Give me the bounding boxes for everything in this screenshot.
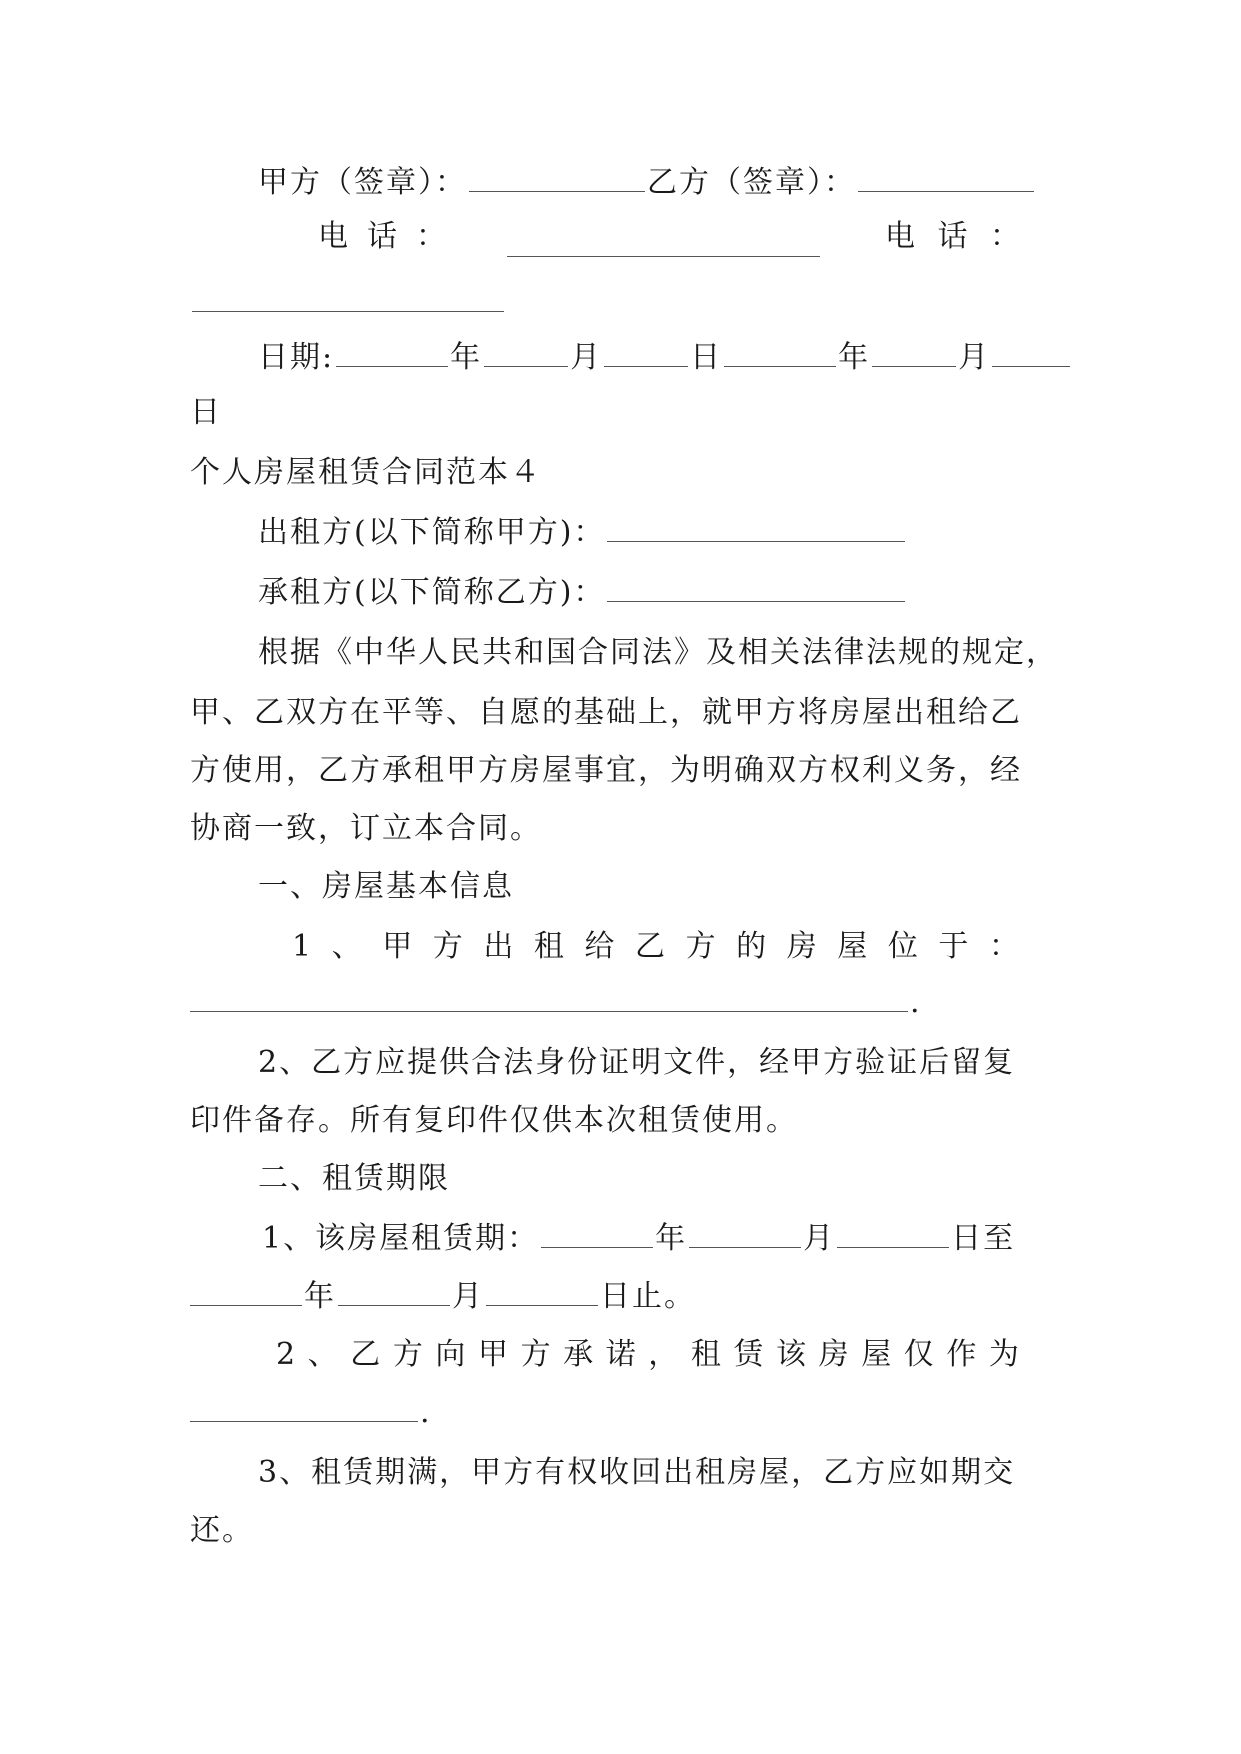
- year-text: 年: [838, 340, 871, 375]
- s1-item1-char: 、: [331, 929, 362, 964]
- s2-item2-char: 房: [818, 1337, 849, 1372]
- year-text: 年: [304, 1279, 336, 1314]
- s2-item2-char: 仅: [903, 1337, 934, 1372]
- s1-item1-char: 出: [483, 929, 514, 964]
- s2-item2-char: 2: [276, 1337, 296, 1372]
- s2-item2-char: 方: [392, 1337, 423, 1372]
- date-blank: [486, 1275, 598, 1306]
- date-blank: [689, 1217, 801, 1248]
- lessee-line: [258, 568, 1241, 618]
- date-blank: [992, 336, 1070, 367]
- s2-item1-line-wrap: [190, 1272, 1241, 1322]
- party-a-phone-blank: [507, 226, 820, 257]
- intro-line: 协商一致，订立本合同。: [190, 811, 542, 846]
- s1-item1-char: 方: [432, 929, 463, 964]
- phone-b-char: 话: [937, 219, 968, 254]
- party-a-signature-blank: [469, 161, 645, 192]
- s2-item2-char: 诺: [605, 1337, 636, 1372]
- month-text: 月: [452, 1279, 484, 1314]
- date-label: 日期:: [258, 340, 335, 375]
- s2-item2-char: 为: [988, 1337, 1019, 1372]
- date-blank: [190, 1275, 302, 1306]
- s1-item1-char: 1: [292, 929, 312, 964]
- purpose-blank: [190, 1391, 418, 1422]
- s1-item2-line: 印件备存。所有复印件仅供本次租赁使用。: [190, 1103, 798, 1138]
- s1-item1-blank-line: [190, 978, 1241, 1028]
- lease-term-label: 1、该房屋租赁期：: [262, 1221, 540, 1256]
- s1-item1-char: 位: [887, 929, 918, 964]
- s2-item3-line: 3、租赁期满，甲方有权收回出租房屋，乙方应如期交: [258, 1455, 1016, 1490]
- party-b-signature-blank: [858, 161, 1034, 192]
- phone-a-char: 电: [318, 219, 348, 254]
- s2-item2-line: [276, 1330, 1019, 1380]
- intro-line: 方使用，乙方承租甲方房屋事宜，为明确双方权利义务，经: [190, 753, 1022, 788]
- s1-item1-char: 租: [533, 929, 564, 964]
- intro-line: 甲、乙双方在平等、自愿的基础上，就甲方将房屋出租给乙: [190, 695, 1022, 730]
- day-text: 日: [690, 340, 723, 375]
- s1-item1-char: 乙: [635, 929, 666, 964]
- signature-line: [258, 158, 1241, 208]
- period-text: .: [910, 985, 922, 1020]
- date-blank: [837, 1217, 949, 1248]
- s2-item2-blank-line: [190, 1388, 1241, 1438]
- party-a-phone-label: [318, 212, 446, 262]
- address-blank: [190, 981, 908, 1012]
- s2-item2-char: 该: [776, 1337, 807, 1372]
- s2-item2-char: 承: [563, 1337, 594, 1372]
- lessee-label: 承租方(以下简称乙方)：: [258, 575, 606, 610]
- s1-item1-line: [292, 922, 1019, 972]
- month-text: 月: [958, 340, 991, 375]
- year-text: 年: [450, 340, 483, 375]
- contract-title: 个人房屋租赁合同范本４: [190, 455, 542, 490]
- s2-item2-char: 方: [520, 1337, 551, 1372]
- s1-item1-char: 的: [736, 929, 767, 964]
- date-line-wrap: [190, 388, 1241, 438]
- party-a-signature-label: 甲方（签章）：: [258, 165, 467, 200]
- s1-item1-char: 给: [584, 929, 615, 964]
- s2-item1-line: [262, 1214, 1241, 1264]
- date-blank: [484, 336, 568, 367]
- s1-item1-char: ：: [988, 929, 1019, 964]
- s1-item1-char: 房: [786, 929, 817, 964]
- s1-item1-char: 甲: [382, 929, 413, 964]
- year-text: 年: [655, 1221, 688, 1256]
- s2-item2-char: 赁: [733, 1337, 764, 1372]
- date-blank: [724, 336, 836, 367]
- lessor-blank: [607, 511, 905, 542]
- section-heading: 二、租赁期限: [258, 1161, 450, 1196]
- date-blank: [336, 336, 448, 367]
- s2-item2-char: 向: [435, 1337, 466, 1372]
- intro-line: 根据《中华人民共和国合同法》及相关法律法规的规定，: [258, 635, 1058, 670]
- date-line: [258, 333, 1241, 383]
- date-blank: [604, 336, 688, 367]
- s2-item3-line: 还。: [190, 1513, 254, 1548]
- s2-item2-char: 作: [946, 1337, 977, 1372]
- party-b-signature-label: 乙方（签章）：: [647, 165, 856, 200]
- lessee-blank: [607, 571, 905, 602]
- month-text: 月: [803, 1221, 836, 1256]
- s2-item2-char: 屋: [861, 1337, 892, 1372]
- lessor-line: [258, 508, 1241, 558]
- s2-item2-char: 乙: [350, 1337, 381, 1372]
- date-blank: [872, 336, 956, 367]
- date-blank: [541, 1217, 653, 1248]
- phone-a-char: ：: [416, 219, 446, 254]
- s1-item2-line: 2、乙方应提供合法身份证明文件，经甲方验证后留复: [258, 1045, 1016, 1080]
- day-to-text: 日至: [951, 1221, 1016, 1256]
- party-b-phone-blank: [192, 281, 504, 312]
- s2-item2-char: 甲: [477, 1337, 508, 1372]
- s2-item2-char: 、: [307, 1337, 338, 1372]
- s1-item1-char: 屋: [837, 929, 868, 964]
- section-heading: 一、房屋基本信息: [258, 869, 514, 904]
- month-text: 月: [570, 340, 603, 375]
- phone-b-char: 电: [885, 219, 915, 254]
- phone-b-char: ：: [990, 219, 1020, 254]
- period-text: .: [420, 1395, 432, 1430]
- party-b-phone-label: [885, 212, 1020, 262]
- date-blank: [338, 1275, 450, 1306]
- s1-item1-char: 于: [938, 929, 969, 964]
- lessor-label: 出租方(以下简称甲方)：: [258, 515, 606, 550]
- day-text: 日: [190, 395, 222, 430]
- s1-item1-char: 方: [685, 929, 716, 964]
- day-end-text: 日止。: [600, 1279, 696, 1314]
- phone-a-char: 话: [367, 219, 397, 254]
- s2-item2-char: ，: [648, 1337, 679, 1372]
- s2-item2-char: 租: [690, 1337, 721, 1372]
